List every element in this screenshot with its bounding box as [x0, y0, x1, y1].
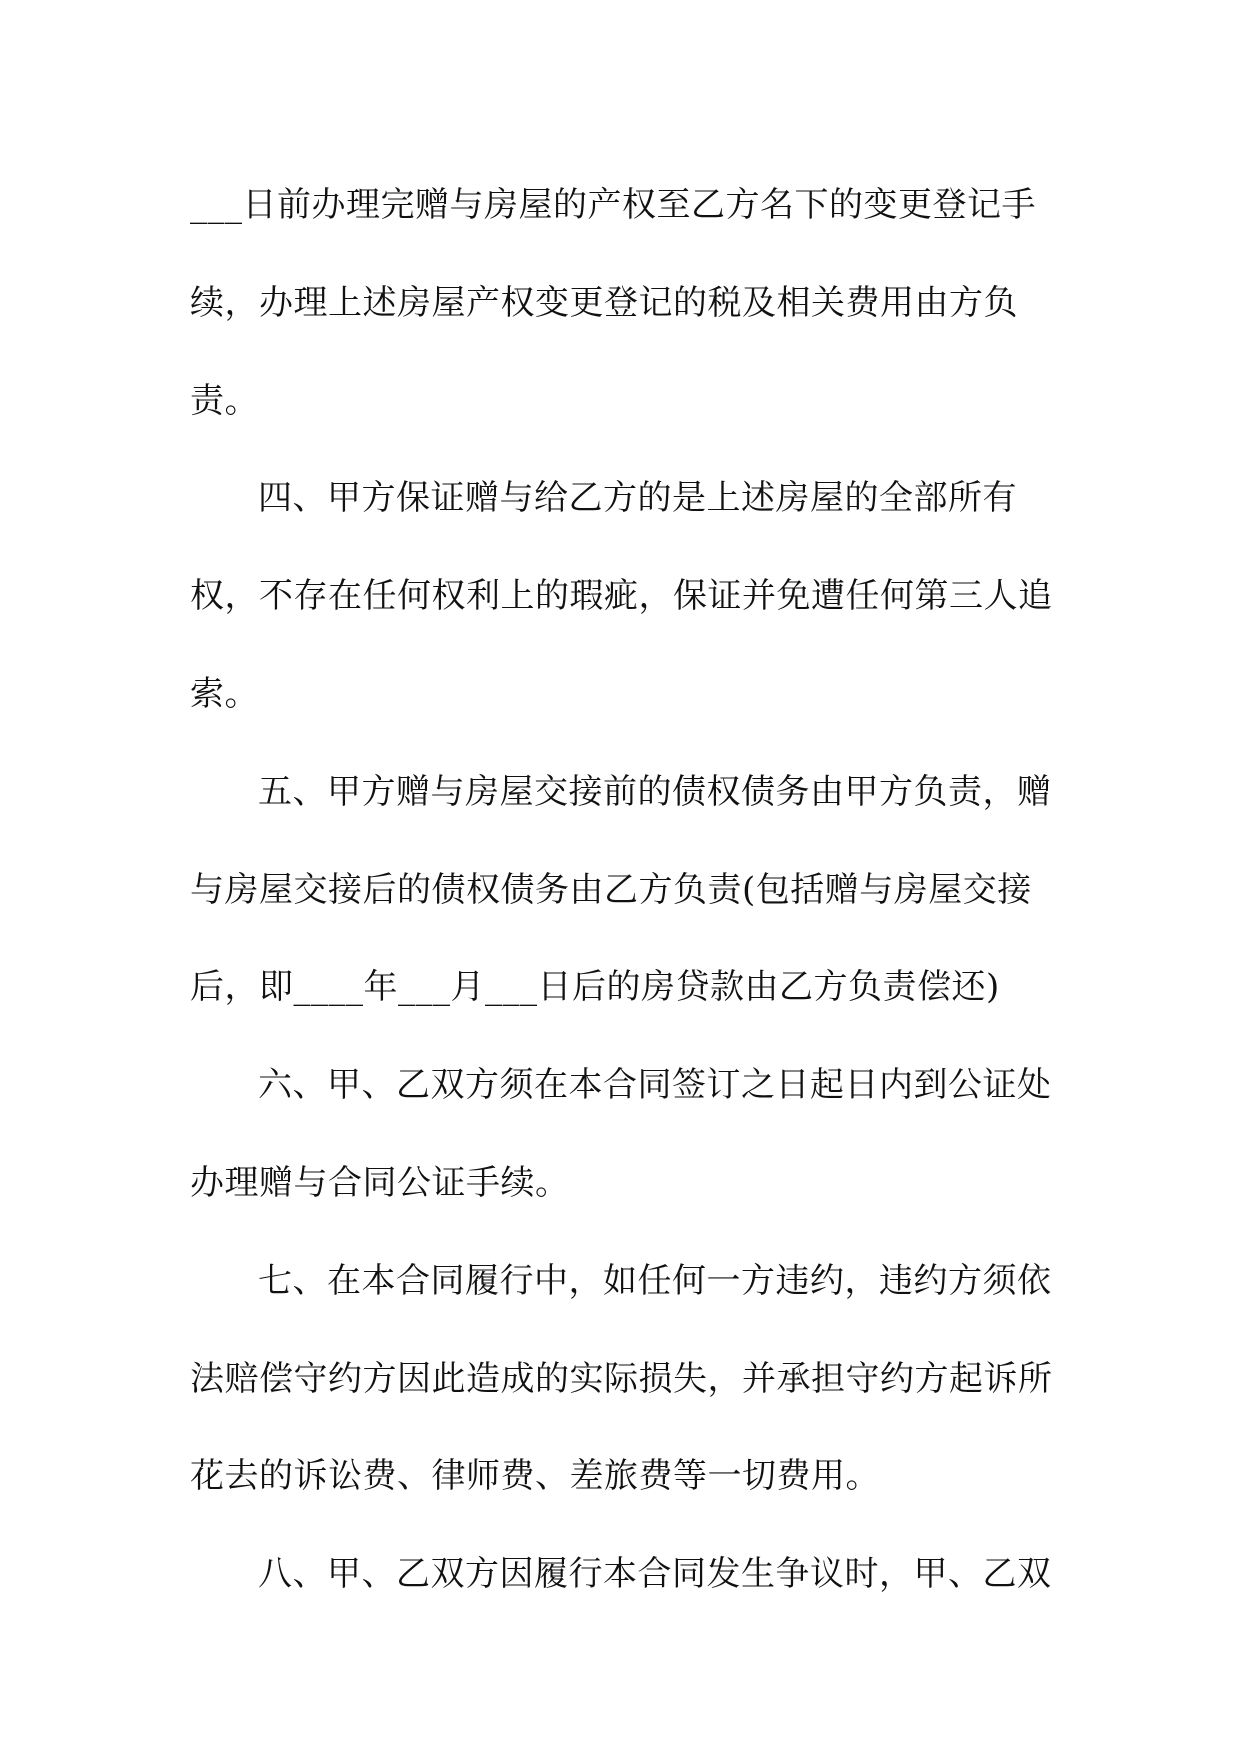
text-line: ___日前办理完赠与房屋的产权至乙方名下的变更登记手 [190, 185, 1036, 225]
text-line: 权，不存在任何权利上的瑕疵，保证并免遭任何第三人追 [190, 576, 1053, 616]
text-line: 花去的诉讼费、律师费、差旅费等一切费用。 [190, 1456, 880, 1496]
text-line: 法赔偿守约方因此造成的实际损失，并承担守约方起诉所 [190, 1359, 1053, 1399]
text-line: 索。 [190, 674, 259, 714]
clause-six-start: 六、甲、乙双方须在本合同签订之日起日内到公证处 [258, 1065, 1052, 1105]
clause-eight-start: 八、甲、乙双方因履行本合同发生争议时，甲、乙双 [258, 1554, 1052, 1594]
text-line: 后，即____年___月___日后的房贷款由乙方负责偿还) [190, 967, 1000, 1007]
clause-four-start: 四、甲方保证赠与给乙方的是上述房屋的全部所有 [258, 478, 1017, 518]
text-line: 责。 [190, 381, 259, 421]
text-line: 续，办理上述房屋产权变更登记的税及相关费用由方负 [190, 283, 1018, 323]
text-line: 与房屋交接后的债权债务由乙方负责(包括赠与房屋交接 [190, 870, 1032, 910]
text-line: 办理赠与合同公证手续。 [190, 1163, 570, 1203]
clause-seven-start: 七、在本合同履行中，如任何一方违约，违约方须依 [258, 1261, 1052, 1301]
clause-five-start: 五、甲方赠与房屋交接前的债权债务由甲方负责，赠 [258, 772, 1052, 812]
